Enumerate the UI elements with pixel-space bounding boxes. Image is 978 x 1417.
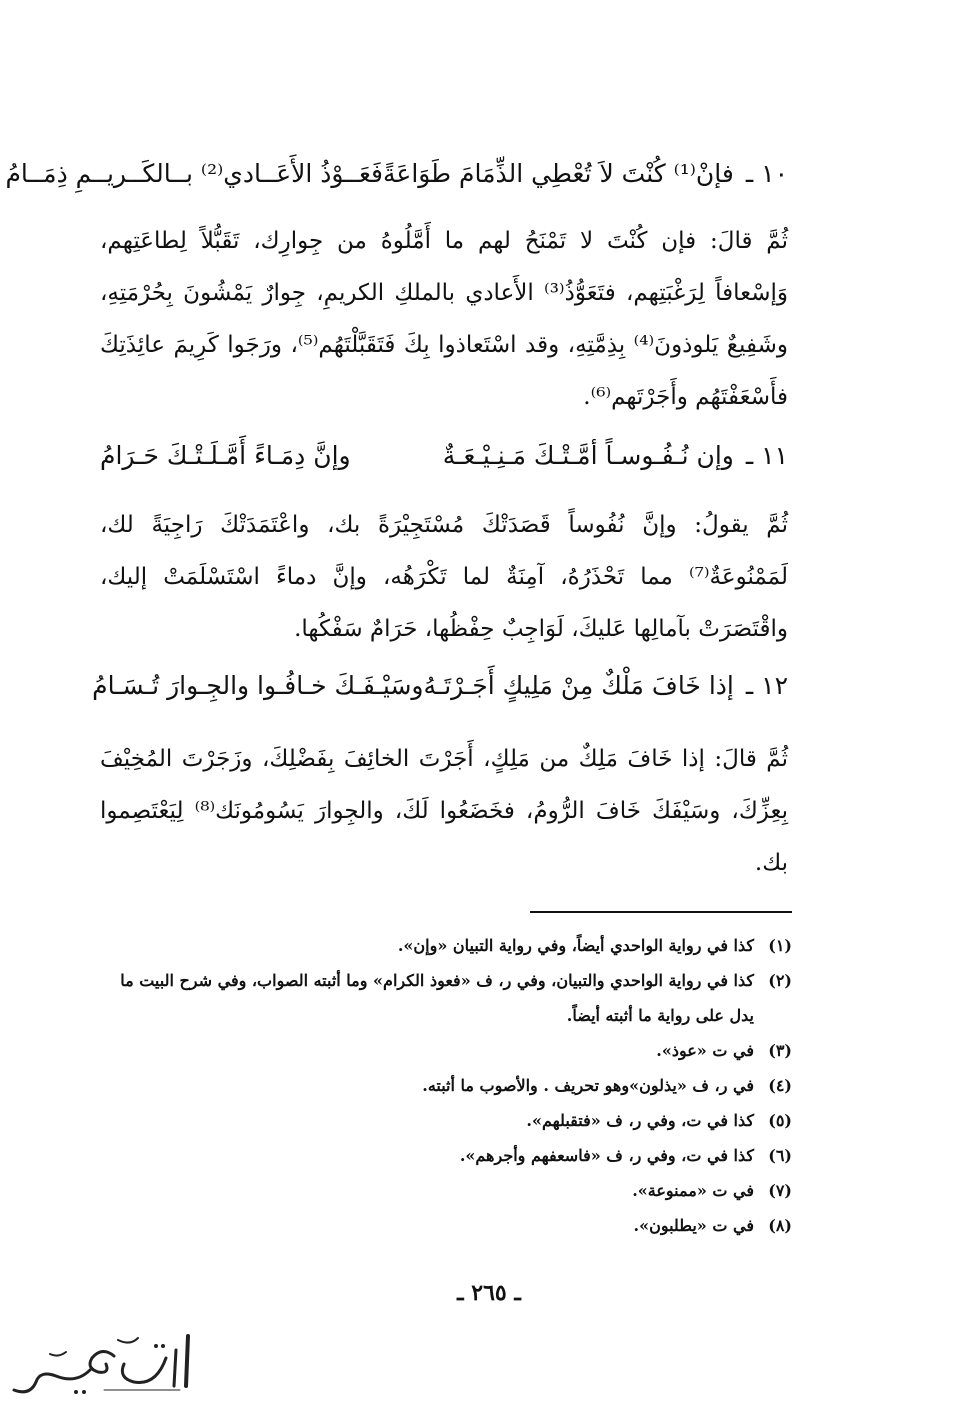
footnote-divider [530, 911, 792, 913]
footnote-number: (٣) [768, 1041, 792, 1060]
footnote [92, 1103, 792, 1138]
verse-11 [100, 430, 788, 480]
footnote-text: في ت «عوذ». [656, 1041, 754, 1060]
footnote [92, 1033, 792, 1068]
footnote [92, 1208, 792, 1243]
footnote-text: كذا في رواية الواحدي والتبيان، وفي ر، ف «فعوذ الكرام» وما أثبته الصواب، وفي شرح البيت ما يدل على رواية ما أثبته أيضاً. [120, 971, 754, 1025]
footnote [92, 1173, 792, 1208]
footnote [92, 928, 792, 963]
footnote-number: (٥) [768, 1111, 792, 1130]
stamp-calligraphy [6, 1328, 196, 1408]
footnote-text: في ت «يطلبون». [633, 1216, 754, 1235]
footnote [92, 1068, 792, 1103]
footnote-text: كذا في رواية الواحدي أيضاً، وفي رواية التبيان «وإن». [397, 936, 754, 955]
footnote-text: في ر، ف «يذلون»وهو تحريف . والأصوب ما أثبته. [422, 1076, 754, 1095]
footnote [92, 1138, 792, 1173]
footnote-number: (٤) [768, 1076, 792, 1095]
library-stamp-icon [6, 1328, 196, 1408]
footnote-number: (٦) [768, 1146, 792, 1165]
verse-first-hemistich: إذا خَافَ مَلْكٌ مِنْ مَلِيكٍ أَجَـرْتَـهُ [423, 670, 734, 700]
verse-second-hemistich: فَعَــوْذُ الأَعَــادي⁽²⁾ بــالكَــريــمِ ذِمَــامُ [5, 158, 383, 188]
footnote-text: في ت «ممنوعة». [632, 1181, 754, 1200]
footnote-number: (١) [768, 936, 792, 955]
footnote [92, 963, 792, 1033]
verse-12 [92, 660, 788, 710]
verse-10 [5, 148, 788, 198]
commentary-paragraph: ثُمَّ قالَ: فإن كُنْتَ لا تَمْنَحُ لهم ما أَمَّلُوهُ من جِوارِك، تَقَبُّلاً لِطاعَتِهم، وَإسْعافاً لِرَغْبَتِهم، فتَعَوُّذُ⁽³⁾ الأَعادي بالملكِ الكريمِ، جِوارٌ يَمْشُونَ بِحُرْمَتِهِ، وشَفِيعٌ يَلوذونَ⁽⁴⁾ بِذِمَّتِهِ، وقد اسْتَعاذوا بِكَ فَتَقَبَّلْتَهُم⁽⁵⁾، ورَجَوا كَرِيمَ عائِذَتِكَ فأَسْعَفْتَهُم وأَجَرْتَهم⁽⁶⁾. [100, 228, 788, 410]
footnotes-list [92, 928, 792, 1243]
page-number: ـ ٢٦٥ ـ [457, 1280, 521, 1306]
footnote-text: كذا في ت، وفي ر، ف «فتقبلهم». [526, 1111, 754, 1130]
verse-first-hemistich: فإنْ⁽¹⁾ كُنْتَ لاَ تُعْطِي الذِّمَامَ طَوَاعَةً [383, 158, 734, 188]
footnote-number: (٢) [768, 971, 792, 990]
commentary-paragraph: ثُمَّ يقولُ: وإنَّ نُفُوساً قَصَدَتْكَ مُسْتَجِيْرَةً بك، واعْتَمَدَتْكَ رَاجِيَةً لك، لَمَمْنُوعَةٌ⁽⁷⁾ مما تَحْذَرُهُ، آمِنَةٌ لما تَكْرَهُه، وإنَّ دماءً اسْتَسْلَمَتْ إليك، واقْتَصَرَتْ بآمالِها عَليكَ، لَوَاجِبٌ حِفْظُها، حَرَامٌ سَفْكُها. [100, 512, 788, 642]
verse-number: ١١ ـ [745, 440, 788, 470]
verse-number: ١٠ ـ [745, 158, 788, 188]
footnote-text: كذا في ت، وفي ر، ف «فاسعفهم وأجرهم». [459, 1146, 754, 1165]
footnote-number: (٨) [768, 1216, 792, 1235]
verse-first-hemistich: وإن نُـفُـوسـاً أمَّـتْـكَ مَـنِـيْـعَـةٌ [442, 440, 734, 470]
verse-second-hemistich: وإنَّ دِمَـاءً أَمَّـلَـتْـكَ حَـرَامُ [99, 440, 351, 470]
verse-number: ١٢ ـ [745, 670, 788, 700]
commentary-paragraph: ثُمَّ قالَ: إذا خَافَ مَلِكٌ من مَلِكٍ، أَجَرْتَ الخائِفَ بِفَضْلِكَ، وزَجَرْتَ المُخِيْفَ بِعِزِّكَ، وسَيْفَكَ خَافَ الرُّومُ، فخَضَعُوا لَكَ، والجِوارَ يَسُومُونَك⁽⁸⁾ لِيَعْتَصِموا بك. [100, 746, 788, 876]
footnote-number: (٧) [768, 1181, 792, 1200]
verse-second-hemistich: وسَيْـفَـكَ خـافُـوا والجِـوارَ تُـسَـامُ [92, 670, 424, 700]
